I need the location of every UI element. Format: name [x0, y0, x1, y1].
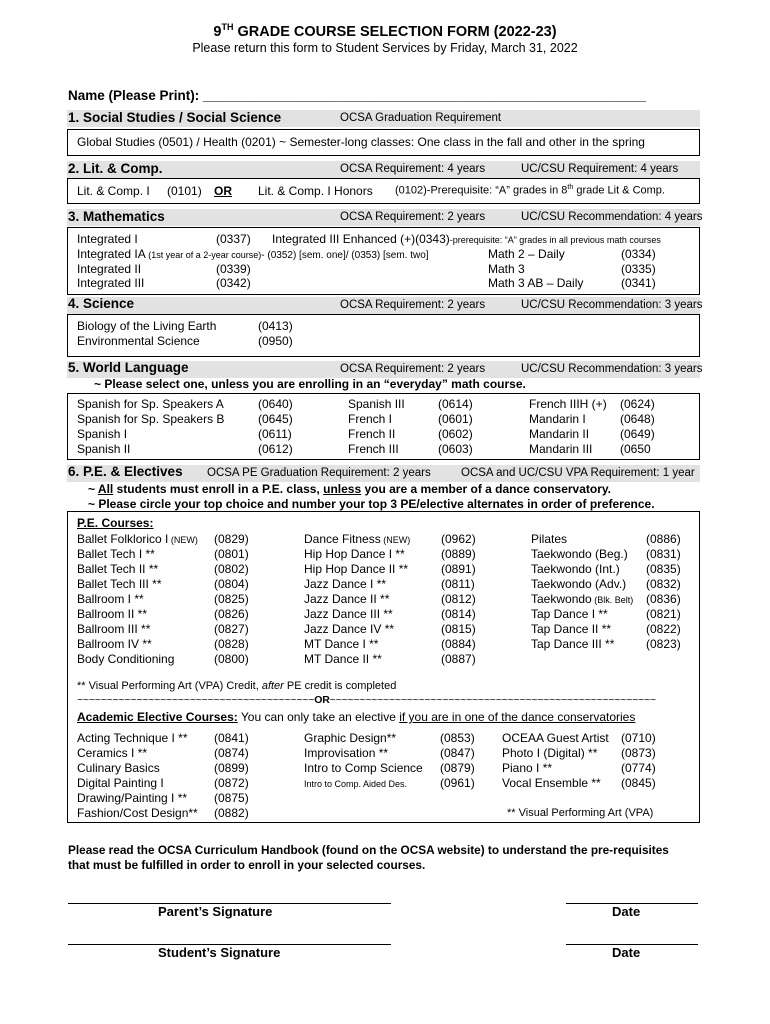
- course-item[interactable]: Ballet Tech I **: [77, 547, 155, 561]
- course-code: (0811): [441, 577, 475, 591]
- math-heading: 3. Mathematics: [68, 209, 165, 224]
- course-item[interactable]: Ballroom II **: [77, 607, 148, 621]
- form-title: 9TH GRADE COURSE SELECTION FORM (2022-23): [213, 22, 557, 40]
- course-code: (0845): [621, 776, 656, 790]
- course-code: (0774): [621, 761, 656, 775]
- course-code: (0829): [214, 532, 249, 546]
- math-requirement-ocsa: OCSA Requirement: 2 years: [340, 211, 486, 223]
- course-item[interactable]: Ballet Tech III **: [77, 577, 162, 591]
- course-code: (0961): [440, 776, 475, 790]
- math-integrated-3e[interactable]: Integrated III Enhanced (+)(0343)-prerequisite: “A” grades in all previous math courses: [272, 232, 661, 246]
- math-3ab-daily[interactable]: Math 3 AB – Daily: [488, 276, 584, 290]
- course-code: (0847): [440, 746, 475, 760]
- course-item[interactable]: Spanish for Sp. Speakers B: [77, 412, 225, 426]
- course-item[interactable]: Mandarin I: [529, 412, 586, 426]
- handbook-note-2: that must be fulfilled in order to enroll in your selected courses.: [68, 858, 426, 872]
- course-item[interactable]: Graphic Design**: [304, 731, 397, 745]
- course-code: (0614): [438, 397, 473, 411]
- math-3ab-daily-code: (0341): [621, 276, 656, 290]
- course-item[interactable]: MT Dance II **: [304, 652, 382, 666]
- course-item[interactable]: OCEAA Guest Artist: [502, 731, 609, 745]
- course-code: (0650: [620, 442, 651, 456]
- course-code: (0800): [214, 652, 249, 666]
- course-code: (0832): [646, 577, 681, 591]
- course-item[interactable]: Jazz Dance IV **: [304, 622, 395, 636]
- course-code: (0814): [441, 607, 476, 621]
- pe-requirement-vpa: OCSA and UC/CSU VPA Requirement: 1 year: [461, 467, 695, 479]
- math-integrated-1-code: (0337): [216, 232, 251, 246]
- lit-requirement-uc: UC/CSU Requirement: 4 years: [521, 163, 679, 175]
- math-3-code: (0335): [621, 262, 656, 276]
- vpa-credit-note: ** Visual Performing Art (VPA) Credit, after PE credit is completed: [77, 680, 397, 692]
- course-item[interactable]: Ballroom I **: [77, 592, 144, 606]
- course-code: (0624): [620, 397, 655, 411]
- course-item[interactable]: Taekwondo (Beg.): [531, 547, 628, 561]
- course-item[interactable]: MT Dance I **: [304, 637, 379, 651]
- handbook-note-1: Please read the OCSA Curriculum Handbook (found on the OCSA website) to understand the pre-requisites: [68, 843, 669, 857]
- course-item[interactable]: Photo I (Digital) **: [502, 746, 598, 760]
- course-item[interactable]: Drawing/Painting I **: [77, 791, 188, 805]
- course-item[interactable]: Spanish III: [348, 397, 405, 411]
- pe-note-1: ~ All students must enroll in a P.E. class, unless you are a member of a dance conservatory.: [88, 482, 612, 496]
- course-item[interactable]: Ballet Tech II **: [77, 562, 159, 576]
- course-code: (0827): [214, 622, 249, 636]
- math-2-daily[interactable]: Math 2 – Daily: [488, 247, 565, 261]
- course-code: (0603): [438, 442, 473, 456]
- course-item[interactable]: Improvisation **: [304, 746, 389, 760]
- course-item[interactable]: Spanish I: [77, 427, 128, 441]
- course-item[interactable]: Intro to Comp. Aided Des.: [304, 779, 408, 789]
- course-item[interactable]: Culinary Basics: [77, 761, 160, 775]
- course-item[interactable]: Ceramics I **: [77, 746, 148, 760]
- course-code: (0874): [214, 746, 249, 760]
- course-item[interactable]: Jazz Dance I **: [304, 577, 387, 591]
- course-code: (0612): [258, 442, 293, 456]
- lit-course-1-code: (0101): [167, 184, 202, 198]
- academic-elective-heading: Academic Elective Courses: You can only take an elective if you are in one of the dance conservatories: [77, 710, 636, 724]
- course-code: (0828): [214, 637, 249, 651]
- world-requirement-ocsa: OCSA Requirement: 2 years: [340, 363, 486, 375]
- course-item[interactable]: Ballroom III **: [77, 622, 151, 636]
- course-code: (0821): [646, 607, 681, 621]
- pe-note-2: ~ Please circle your top choice and number your top 3 PE/elective alternates in order of preference.: [88, 497, 655, 511]
- course-item[interactable]: French IIIH (+): [529, 397, 607, 411]
- course-item[interactable]: Tap Dance I **: [531, 607, 608, 621]
- course-code: (0886): [646, 532, 681, 546]
- form-subtitle: Please return this form to Student Services by Friday, March 31, 2022: [192, 41, 578, 55]
- science-course[interactable]: Environmental Science: [77, 334, 200, 348]
- course-code: (0812): [441, 592, 476, 606]
- course-code: (0853): [440, 731, 475, 745]
- math-integrated-3-code: (0342): [216, 276, 251, 290]
- course-item[interactable]: Dance Fitness (NEW): [304, 532, 411, 546]
- course-item[interactable]: Acting Technique I **: [77, 731, 188, 745]
- course-code: (0831): [646, 547, 681, 561]
- course-item[interactable]: Tap Dance III **: [531, 637, 615, 651]
- course-item[interactable]: Tap Dance II **: [531, 622, 612, 636]
- math-requirement-uc: UC/CSU Recommendation: 4 years: [521, 211, 703, 223]
- course-item[interactable]: Hip Hop Dance I **: [304, 547, 405, 561]
- course-item[interactable]: Ballroom IV **: [77, 637, 152, 651]
- course-item[interactable]: French III: [348, 442, 399, 456]
- course-code: (0889): [441, 547, 476, 561]
- course-code: (0823): [646, 637, 681, 651]
- course-code: (0601): [438, 412, 473, 426]
- lit-requirement-ocsa: OCSA Requirement: 4 years: [340, 163, 486, 175]
- math-2-daily-code: (0334): [621, 247, 656, 261]
- course-code: (0841): [214, 731, 249, 745]
- course-code: (0649): [620, 427, 655, 441]
- course-code: (0875): [214, 791, 249, 805]
- course-code: (0825): [214, 592, 249, 606]
- course-item[interactable]: Spanish for Sp. Speakers A: [77, 397, 224, 411]
- course-item[interactable]: Hip Hop Dance II **: [304, 562, 409, 576]
- math-integrated-2[interactable]: Integrated II: [77, 262, 142, 276]
- vpa-note: ** Visual Performing Art (VPA): [507, 807, 654, 819]
- social-course-line[interactable]: Global Studies (0501) / Health (0201) ~ Semester-long classes: One class in the fall and other in the spring: [77, 135, 645, 149]
- course-item[interactable]: Body Conditioning: [77, 652, 175, 666]
- course-code: (0611): [258, 427, 292, 441]
- world-requirement-uc: UC/CSU Recommendation: 3 years: [521, 363, 703, 375]
- course-code: (0835): [646, 562, 681, 576]
- course-code: (0802): [214, 562, 249, 576]
- course-item[interactable]: French II: [348, 427, 396, 441]
- science-requirement-ocsa: OCSA Requirement: 2 years: [340, 299, 486, 311]
- course-item[interactable]: Intro to Comp Science: [304, 761, 423, 775]
- course-code: (0879): [440, 761, 475, 775]
- course-code: (0887): [441, 652, 476, 666]
- name-field[interactable]: Name (Please Print): ___________________________________________________________: [68, 88, 647, 103]
- course-item[interactable]: Taekwondo (Adv.): [531, 577, 627, 591]
- lit-course-2-code: (0102)-Prerequisite: “A” grades in 8th grade Lit & Comp.: [395, 184, 665, 197]
- lit-or: OR: [214, 184, 232, 198]
- course-code: (0873): [621, 746, 656, 760]
- parent-signature-label: Parent’s Signature: [158, 904, 273, 919]
- course-item[interactable]: Jazz Dance III **: [304, 607, 393, 621]
- social-heading: 1. Social Studies / Social Science: [68, 110, 282, 125]
- or-divider: ~~~~~~~~~~~~~~~~~~~~~~~~~~~~~~~~~~~~~~~~OR~~~~~~~~~~~~~~~~~~~~~~~~~~~~~~~~~~~~~~~~~~~~~~~~~~~~~~~: [77, 694, 656, 706]
- science-course-code: (0413): [258, 319, 293, 333]
- course-code: (0602): [438, 427, 473, 441]
- course-item[interactable]: Ballet Folklorico I (NEW): [77, 532, 198, 546]
- course-code: (0815): [441, 622, 476, 636]
- pe-requirement-ocsa: OCSA PE Graduation Requirement: 2 years: [207, 467, 431, 479]
- course-item[interactable]: Spanish II: [77, 442, 131, 456]
- course-item[interactable]: Mandarin III: [529, 442, 593, 456]
- science-requirement-uc: UC/CSU Recommendation: 3 years: [521, 299, 703, 311]
- course-code: (0836): [646, 592, 681, 606]
- math-3[interactable]: Math 3: [488, 262, 525, 276]
- course-code: (0884): [441, 637, 476, 651]
- course-code: (0804): [214, 577, 249, 591]
- pe-heading: 6. P.E. & Electives: [68, 464, 183, 479]
- course-item[interactable]: Mandarin II: [529, 427, 590, 441]
- course-item[interactable]: French I: [348, 412, 393, 426]
- course-code: (0891): [441, 562, 476, 576]
- science-course[interactable]: Biology of the Living Earth: [77, 319, 217, 333]
- course-code: (0899): [214, 761, 249, 775]
- course-code: (0872): [214, 776, 249, 790]
- math-integrated-1a[interactable]: Integrated IA (1st year of a 2-year course)- (0352) [sem. one]/ (0353) [sem. two]: [77, 247, 429, 261]
- course-code: (0648): [620, 412, 655, 426]
- course-code: (0822): [646, 622, 681, 636]
- science-heading: 4. Science: [68, 296, 135, 311]
- course-item[interactable]: Digital Painting I: [77, 776, 164, 790]
- course-code: (0962): [441, 532, 476, 546]
- social-requirement: OCSA Graduation Requirement: [340, 112, 502, 124]
- course-code: (0882): [214, 806, 249, 820]
- course-code: (0801): [214, 547, 249, 561]
- world-note: ~ Please select one, unless you are enrolling in an “everyday” math course.: [94, 377, 526, 391]
- course-code: (0640): [258, 397, 293, 411]
- course-item[interactable]: Vocal Ensemble **: [502, 776, 601, 790]
- student-date-label: Date: [612, 945, 641, 960]
- course-item[interactable]: Jazz Dance II **: [304, 592, 390, 606]
- lit-heading: 2. Lit. & Comp.: [68, 161, 163, 176]
- course-code: (0645): [258, 412, 293, 426]
- course-item[interactable]: Pilates: [531, 532, 568, 546]
- lit-course-2[interactable]: Lit. & Comp. I Honors: [258, 184, 373, 198]
- world-heading: 5. World Language: [68, 360, 189, 375]
- course-code: (0826): [214, 607, 249, 621]
- student-signature-label: Student’s Signature: [158, 945, 281, 960]
- lit-course-1[interactable]: Lit. & Comp. I: [77, 184, 150, 198]
- math-integrated-2-code: (0339): [216, 262, 251, 276]
- parent-date-label: Date: [612, 904, 641, 919]
- course-item[interactable]: Taekwondo (Int.): [531, 562, 620, 576]
- math-integrated-3[interactable]: Integrated III: [77, 276, 145, 290]
- science-course-code: (0950): [258, 334, 293, 348]
- course-code: (0710): [621, 731, 656, 745]
- course-item[interactable]: Taekwondo (Blk. Belt): [531, 592, 634, 606]
- course-item[interactable]: Fashion/Cost Design**: [77, 806, 198, 820]
- course-item[interactable]: Piano I **: [502, 761, 553, 775]
- pe-courses-heading: P.E. Courses:: [77, 516, 154, 530]
- math-integrated-1[interactable]: Integrated I: [77, 232, 138, 246]
